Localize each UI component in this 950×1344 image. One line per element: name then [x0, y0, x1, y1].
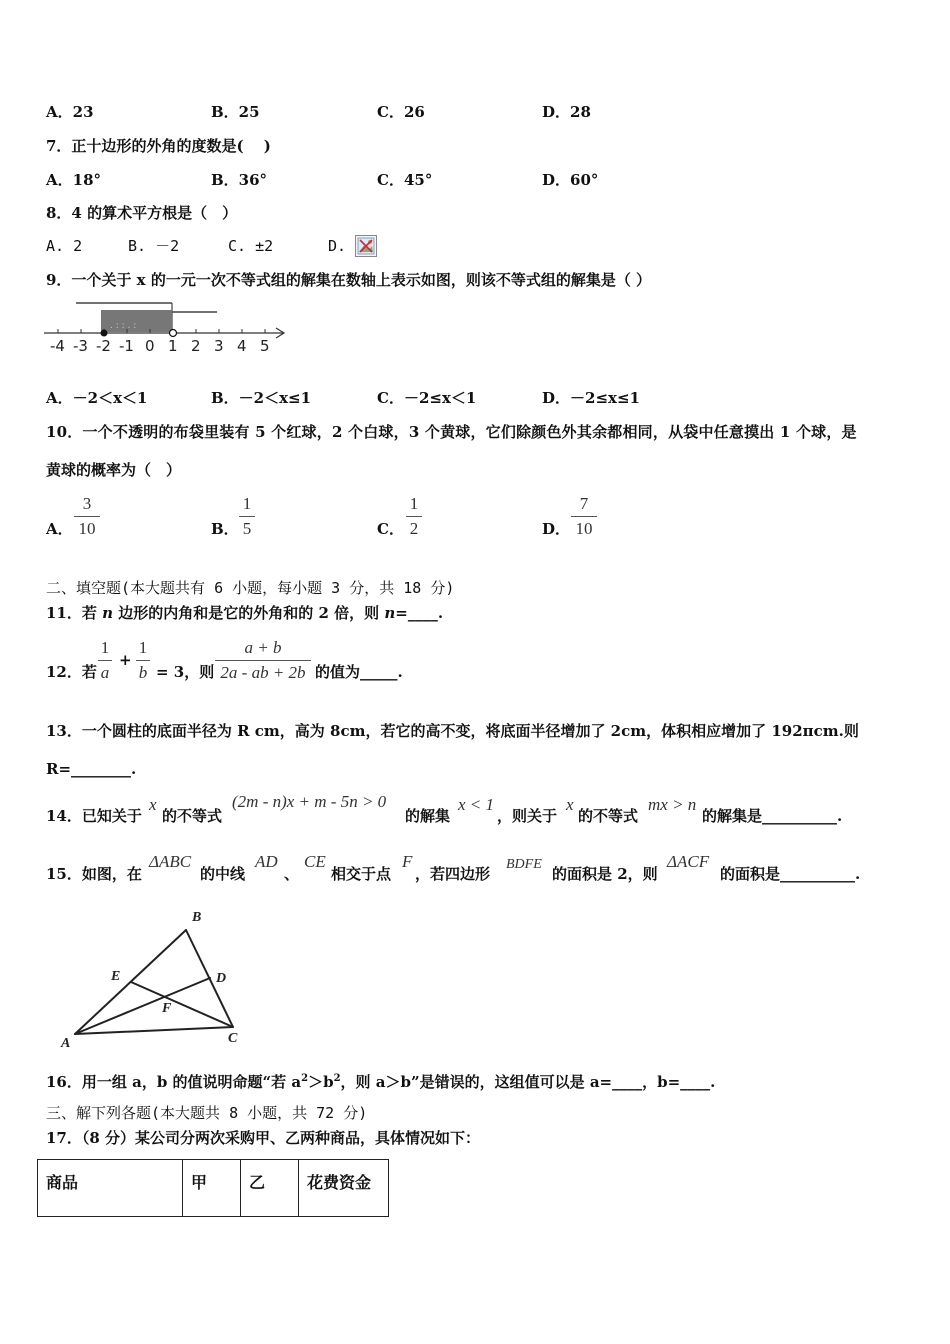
q12-eq: = 3，则 — [156, 663, 215, 681]
q12-pre: 12．若 — [46, 663, 97, 681]
q16-p2: ＞b — [308, 1073, 334, 1091]
vertex-label-a: A — [61, 1036, 71, 1051]
q9-option-b: B．－2＜x≤1 — [211, 389, 312, 407]
tick-label: -1 — [119, 337, 134, 355]
q9-number-line — [40, 295, 290, 360]
q10-option-a-label: A． — [46, 520, 73, 538]
q15-p4: ，若四边形 — [415, 865, 491, 883]
q11-pre: 11．若 — [46, 604, 103, 622]
fraction-numerator: 1 — [138, 638, 148, 657]
tick-label: 5 — [260, 337, 270, 355]
q8-stem: 8．4 的算术平方根是（ ） — [46, 204, 238, 222]
q17-stem: 17．（8 分）某公司分两次采购甲、乙两种商品，具体情况如下： — [46, 1129, 481, 1147]
q10-stem-line2: 黄球的概率为（ ） — [46, 461, 182, 479]
fraction-numerator: 1 — [409, 494, 419, 513]
q6-option-b: B．25 — [211, 103, 260, 121]
q15-p6: 的面积是__________. — [720, 865, 861, 883]
q11-post: =____. — [395, 604, 444, 622]
q15-p3: 相交于点 — [331, 865, 392, 883]
q14-var-x2: x — [566, 795, 574, 814]
q7-option-d: D．60° — [542, 171, 599, 189]
q12-post: 的值为_____. — [315, 663, 403, 681]
q15-triangle-acf: ΔACF — [667, 852, 710, 871]
q14-p3: 的解集 — [405, 807, 451, 825]
tick-label: 4 — [237, 337, 247, 355]
closed-endpoint — [101, 330, 108, 337]
q7-option-a: A．18° — [46, 171, 102, 189]
vertex-label-c: C — [228, 1031, 238, 1046]
fraction-denominator: 2 — [409, 519, 419, 538]
q14-p6: 的解集是__________. — [702, 807, 843, 825]
q14-p4: ，则关于 — [497, 807, 558, 825]
vertex-label-e: E — [111, 969, 121, 984]
q14-p2: 的不等式 — [162, 807, 223, 825]
table-header-cell: 花费资金 — [299, 1160, 389, 1217]
svg-text:. : : . :: . : : . : — [110, 321, 137, 331]
q12-fraction-3 — [215, 638, 311, 683]
broken-image-icon — [355, 235, 377, 257]
q15-triangle-abc: ΔABC — [149, 852, 192, 871]
fraction-numerator: 1 — [100, 638, 110, 657]
fraction-numerator: 1 — [242, 494, 252, 513]
fraction-numerator: a + b — [244, 638, 282, 657]
q8-option-c: C. ±2 — [228, 237, 274, 255]
q11-stem — [46, 603, 443, 623]
q14-p5: 的不等式 — [578, 807, 639, 825]
tick-label: 2 — [191, 337, 201, 355]
tick-label: -2 — [96, 337, 111, 355]
fraction-numerator: 7 — [579, 494, 589, 513]
vertex-label-d: D — [216, 971, 227, 986]
table-header-cell: 乙 — [241, 1160, 299, 1217]
q16-p3: ，则 a＞b”是错误的，这组值可以是 a=____，b=____. — [340, 1073, 716, 1091]
q13-stem-line1: 13．一个圆柱的底面半径为 R cm，高为 8cm，若它的高不变，将底面半径增加了 2cm，体积相应增加了 192πcm.则 — [46, 722, 859, 740]
section-3-heading: 三、解下列各题(本大题共 8 小题，共 72 分) — [46, 1104, 368, 1122]
q15-ce: CE — [304, 852, 326, 871]
q12-plus: + — [119, 651, 132, 669]
q9-option-d: D．－2≤x≤1 — [542, 389, 640, 407]
q6-option-d: D．28 — [542, 103, 591, 121]
q10-option-b-fraction — [239, 494, 255, 539]
q15-sep: 、 — [284, 865, 300, 883]
q10-option-d-label: D． — [542, 520, 571, 538]
q12-fraction-1 — [98, 638, 112, 683]
q16-sup1: 2 — [301, 1073, 309, 1084]
q15-triangle-figure — [55, 905, 255, 1055]
q6-option-a: A．23 — [46, 103, 94, 121]
q10-option-c-fraction — [406, 494, 422, 539]
q11-var2: n — [384, 604, 396, 622]
q14-inequality-2: mx > n — [648, 795, 697, 814]
q17-table — [37, 1159, 389, 1217]
q14-p1: 14．已知关于 — [46, 807, 142, 825]
tick-label: 3 — [214, 337, 224, 355]
q15-p1: 15．如图，在 — [46, 865, 142, 883]
fraction-denominator: b — [138, 663, 148, 682]
fraction-denominator: 5 — [242, 519, 252, 538]
vertex-label-b: B — [192, 910, 202, 925]
q11-mid: 边形的内角和是它的外角和的 2 倍，则 — [113, 604, 385, 622]
tick-label: 1 — [168, 337, 178, 355]
q8-option-a: A. 2 — [46, 237, 83, 255]
tick-label: 0 — [145, 337, 155, 355]
q10-option-d-fraction — [571, 494, 597, 539]
table-row — [38, 1160, 389, 1217]
table-header-cell: 商品 — [38, 1160, 183, 1217]
q10-option-c-label: C． — [377, 520, 404, 538]
open-endpoint — [170, 330, 177, 337]
fraction-denominator: 10 — [78, 519, 96, 538]
q7-stem: 7．正十边形的外角的度数是( ) — [46, 137, 271, 155]
q8-option-d: D. — [328, 237, 347, 255]
q6-option-c: C．26 — [377, 103, 425, 121]
q8-option-b: B. －2 — [128, 237, 180, 255]
q15-quad: BDFE — [506, 857, 542, 872]
fraction-denominator: 10 — [575, 519, 593, 538]
fraction-numerator: 3 — [82, 494, 92, 513]
q9-stem: 9．一个关于 x 的一元一次不等式组的解集在数轴上表示如图，则该不等式组的解集是（ ） — [46, 271, 652, 289]
q14-solution: x < 1 — [458, 795, 495, 814]
fraction-denominator: a — [100, 663, 110, 682]
q7-option-c: C．45° — [377, 171, 433, 189]
section-2-heading: 二、填空题(本大题共有 6 小题，每小题 3 分，共 18 分) — [46, 579, 455, 597]
q13-stem-line2: R=________. — [46, 760, 137, 778]
q9-option-a: A．－2＜x＜1 — [46, 389, 148, 407]
vertex-label-f: F — [162, 1001, 172, 1016]
q10-stem-line1: 10．一个不透明的布袋里装有 5 个红球，2 个白球，3 个黄球，它们除颜色外其余都相同，从袋中任意摸出 1 个球，是 — [46, 423, 857, 441]
fraction-denominator: 2a - ab + 2b — [220, 663, 306, 682]
q10-option-a-fraction — [74, 494, 100, 539]
q15-p2: 的中线 — [200, 865, 246, 883]
q11-var: n — [102, 604, 114, 622]
q12-fraction-2 — [136, 638, 150, 683]
q15-ad: AD — [255, 852, 278, 871]
q15-p5: 的面积是 2，则 — [552, 865, 658, 883]
q15-f: F — [402, 852, 413, 871]
q9-option-c: C．－2≤x＜1 — [377, 389, 477, 407]
q16-p1: 16．用一组 a，b 的值说明命题“若 a — [46, 1073, 302, 1091]
q16-sup2: 2 — [333, 1073, 341, 1084]
q10-option-b-label: B． — [211, 520, 239, 538]
table-header-cell: 甲 — [183, 1160, 241, 1217]
q16-stem — [46, 1069, 715, 1092]
q14-inequality: (2m - n)x + m - 5n > 0 — [232, 792, 387, 811]
tick-label: -4 — [50, 337, 65, 355]
q14-var-x: x — [149, 795, 157, 814]
tick-label: -3 — [73, 337, 88, 355]
q7-option-b: B．36° — [211, 171, 268, 189]
